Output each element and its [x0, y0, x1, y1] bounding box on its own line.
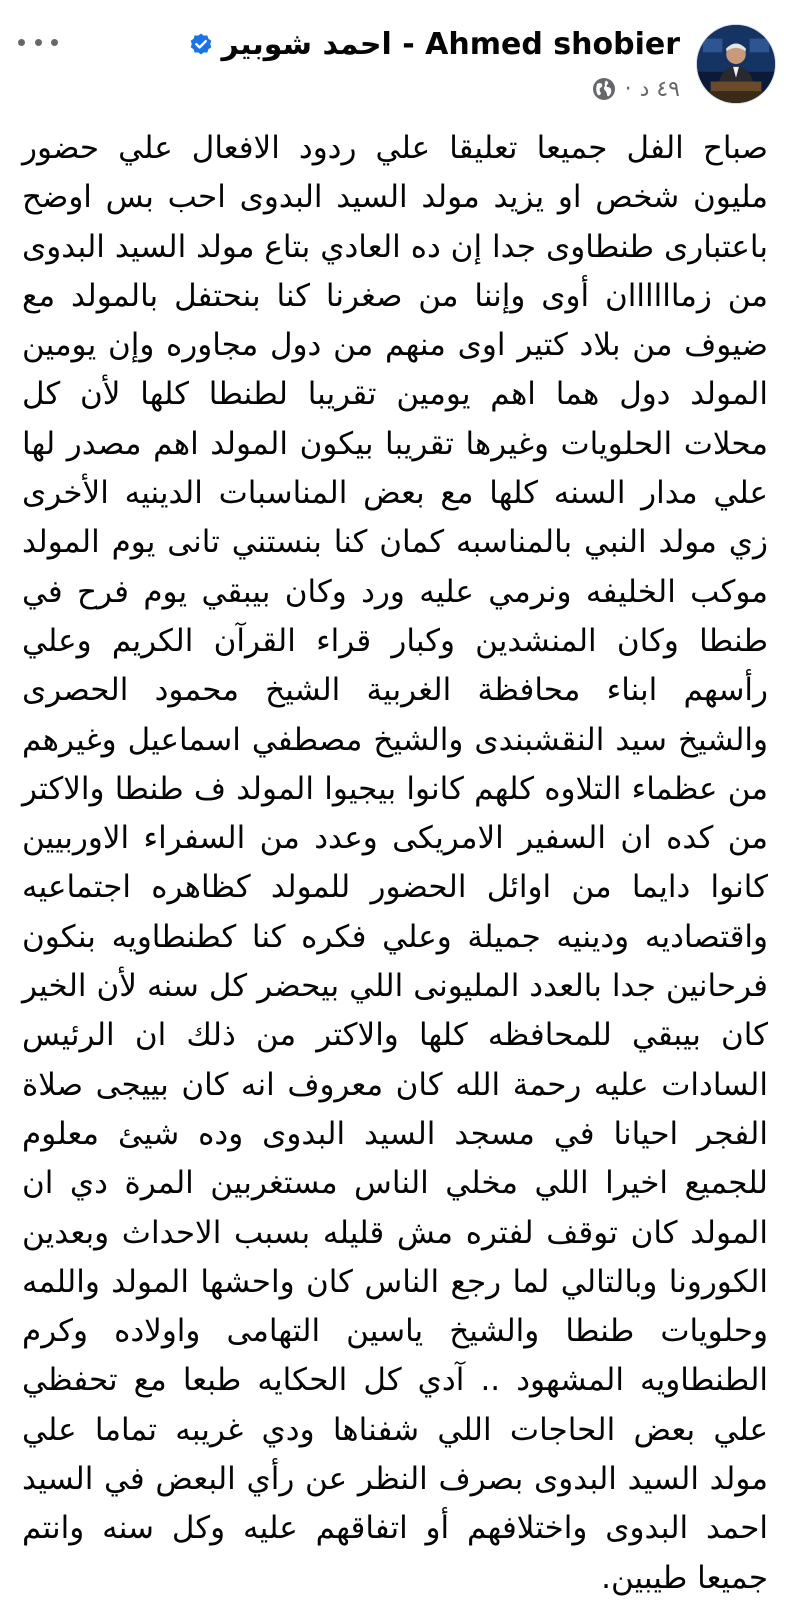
more-options-icon-dot [35, 39, 42, 46]
avatar-image [697, 25, 775, 103]
author-name[interactable]: Ahmed shobier - احمد شوبير [221, 27, 680, 62]
meta-separator: · [624, 76, 632, 102]
more-options-icon [51, 39, 58, 46]
author-avatar[interactable] [696, 24, 776, 104]
author-row [188, 26, 680, 64]
globe-icon[interactable] [591, 76, 617, 102]
post-header [0, 0, 790, 110]
more-options-icon-dot [18, 39, 25, 46]
post-meta [591, 76, 680, 102]
more-options-button[interactable] [18, 30, 58, 54]
post-text: صباح الفل جميعا تعليقا علي ردود الافعال علي حضور مليون شخص او يزيد مولد السيد البدوى احب بس اوضح باعتبارى طنطاوى جدا إن ده العادي بتاع مولد السيد البدوى من زماااااان أوى وإننا من صغرنا كنا بنحتفل بالمولد مع ضيوف من بلاد كتير اوى منهم من دول مجاوره وإن يومين المولد دول هما اهم يومين تقريبا لطنطا كلها لأن كل محلات الحلويات وغيرها تقريبا بيكون المولد اهم مصدر لها علي مدار السنه كلها مع بعض المناسبات الدينيه الأخرى زي مولد النبي بالمناسبه كمان كنا بنستني تانى يوم المولد موكب الخليفه ونرمي عليه ورد وكان بيبقي يوم فرح في طنطا وكان المنشدين وكبار قراء القرآن الكريم وعلي رأسهم ابناء محافظة الغربية الشيخ محمود الحصرى والشيخ سيد النقشبندى والشيخ مصطفي اسماعيل وغيرهم من عظماء التلاوه كلهم كانوا بيجيوا المولد ف طنطا والاكتر من كده ان السفير الامريكى وعدد من السفراء الاوربيين كانوا دايما من اوائل الحضور للمولد كظاهره اجتماعيه واقتصاديه ودينيه جميلة وعلي فكره كنا كطنطاويه بنكون فرحانين جدا بالعدد المليونى اللي بيحضر كل سنه لأن الخير كان بيبقي للمحافظه كلها والاكتر من ذلك ان الرئيس السادات عليه رحمة الله كان معروف انه كان بييجى صلاة الفجر احيانا في مسجد السيد البدوى وده شيئ معلوم للجميع اخيرا اللي مخلي الناس مستغربين المرة دي ان المولد كان توقف لفتره مش قليله بسبب الاحداث وبعدين الكورونا وبالتالي لما رجع الناس كان واحشها المولد واللمه وحلويات طنطا والشيخ ياسين التهامى واولاده وكرم الطنطاويه المشهود .. آدي كل الحكايه طبعا مع تحفظي علي بعض الحاجات اللي شفناها ودي غريبه تماما علي مولد السيد البدوى بصرف النظر عن رأي البعض في السيد احمد البدوى واختلافهم أو اتفاقهم عليه وكل سنه وانتم جميعا طيبين. [22, 130, 768, 1596]
post-timestamp[interactable]: ٤٩ د [639, 76, 680, 102]
verified-badge-icon [188, 32, 214, 58]
